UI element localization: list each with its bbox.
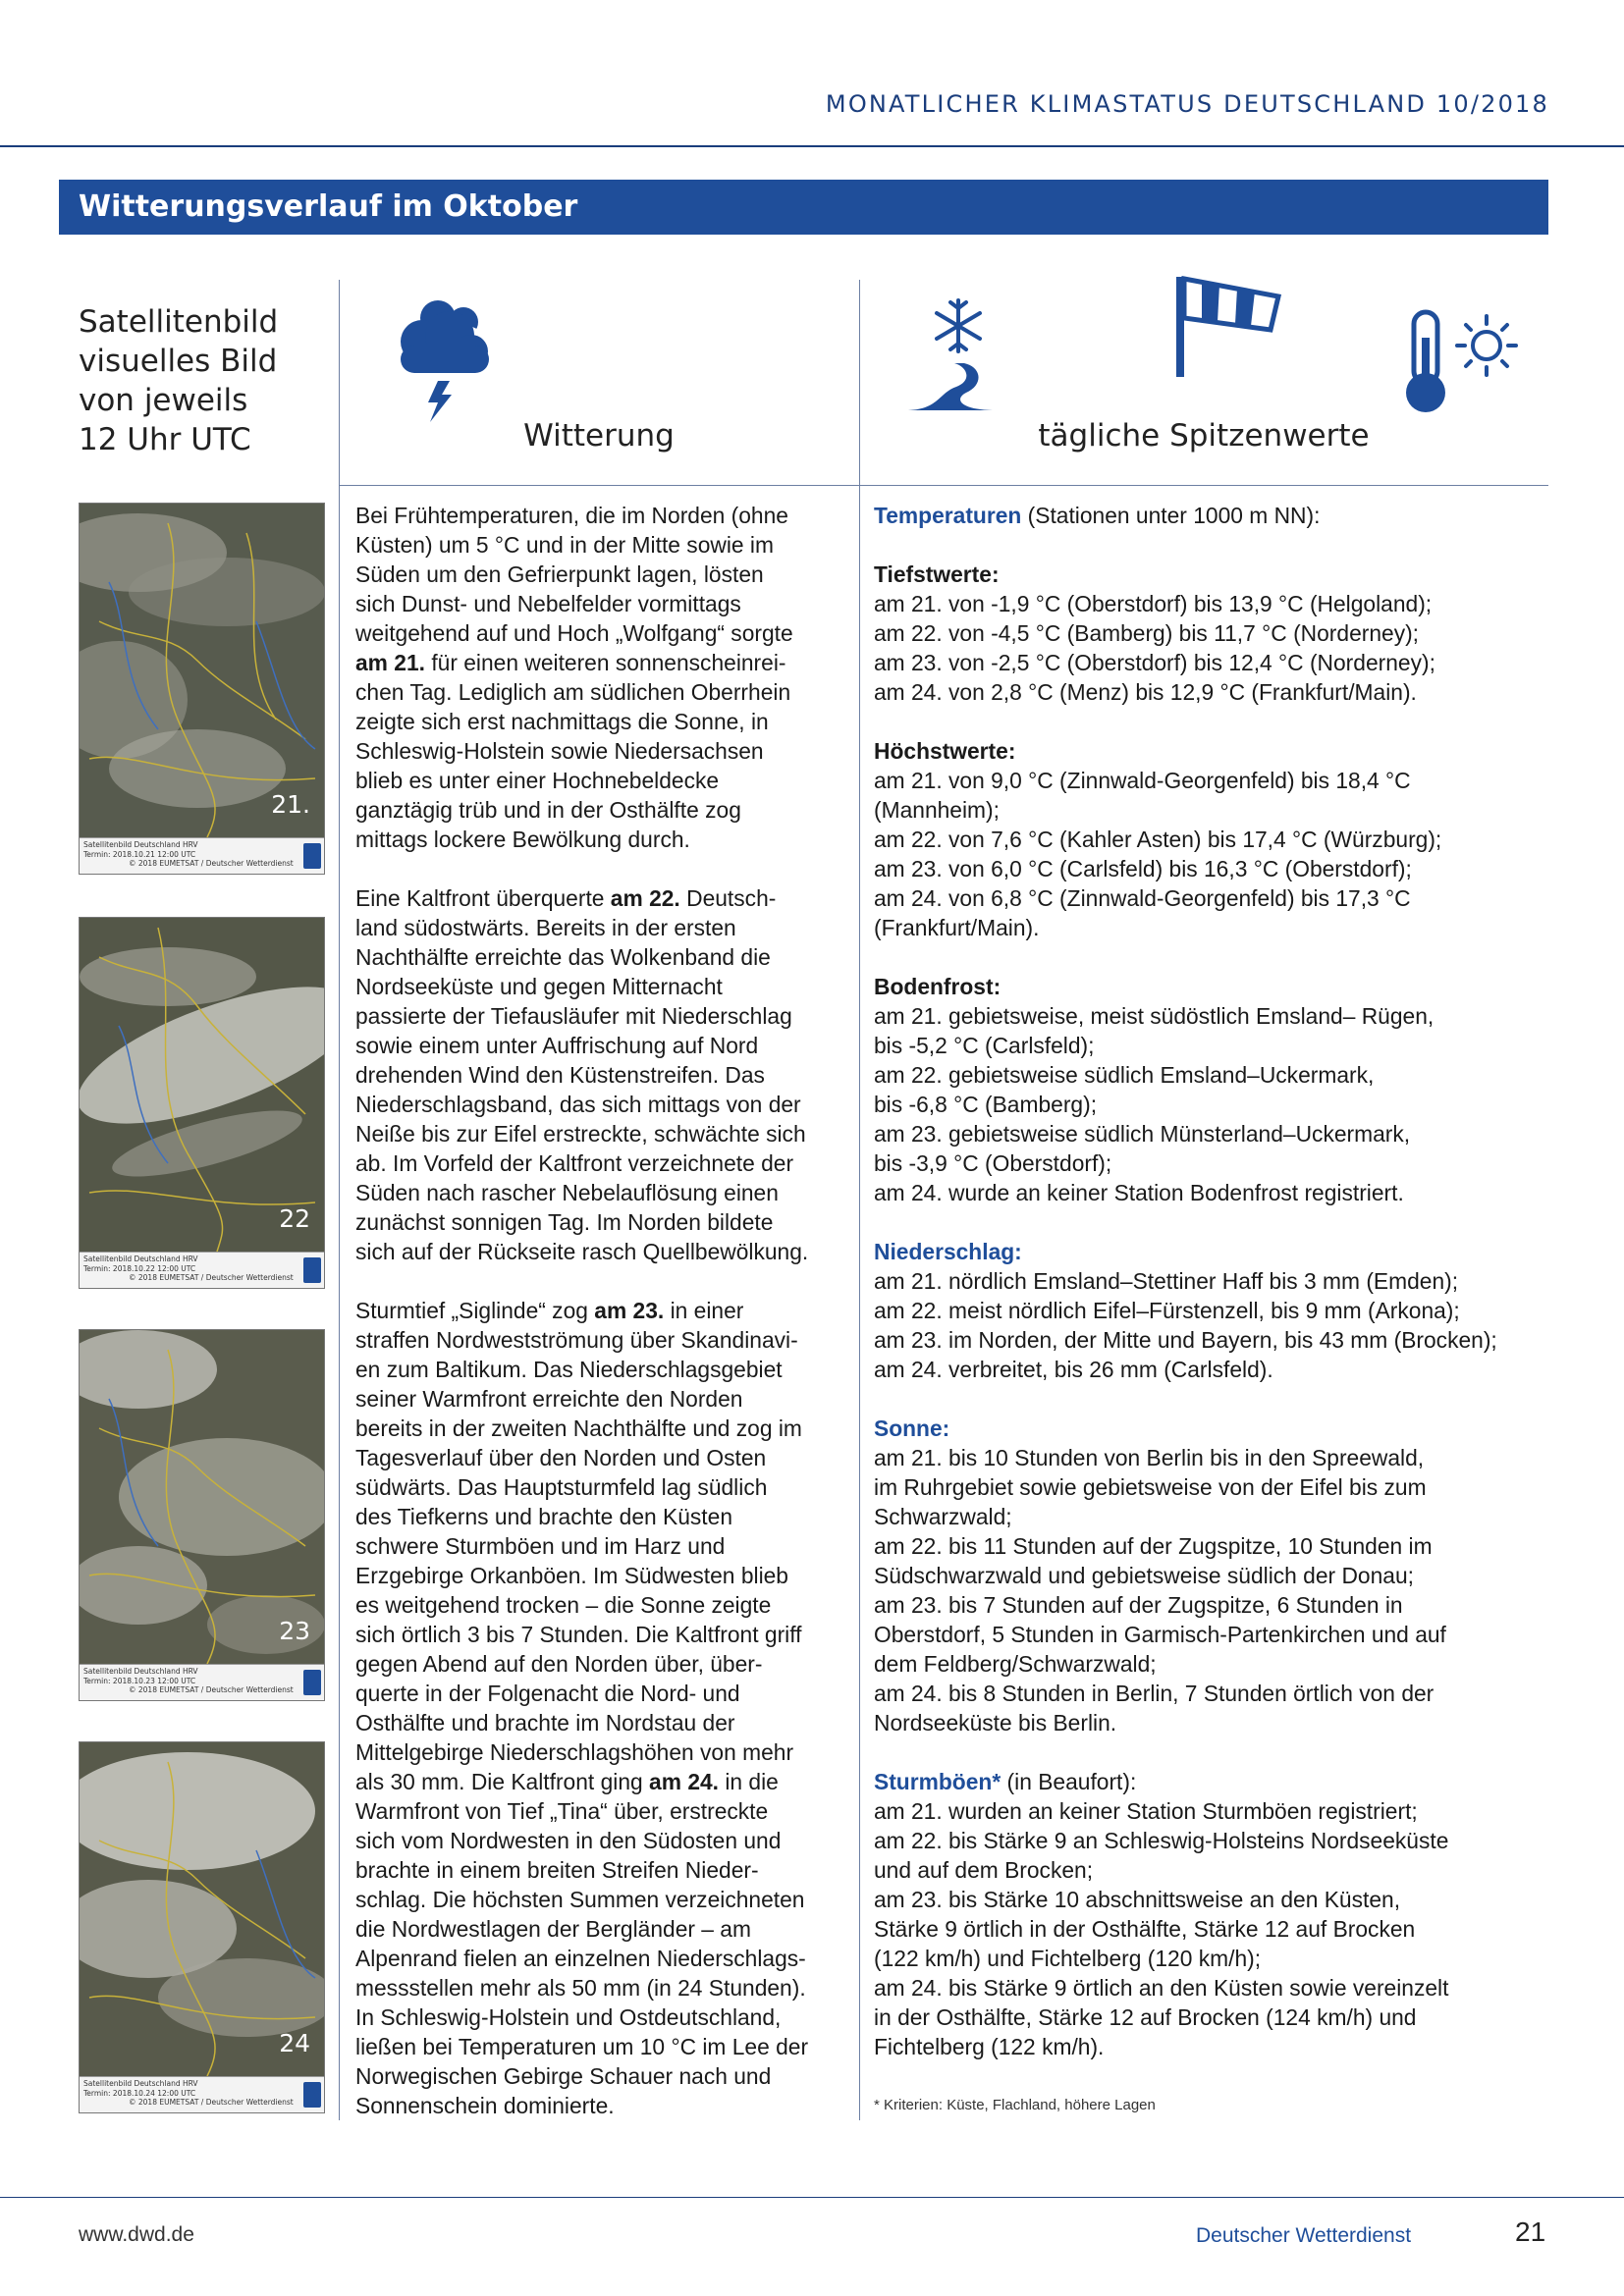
section-title: Witterungsverlauf im Oktober <box>59 180 1548 235</box>
text-line: am 23. von 6,0 °C (Carlsfeld) bis 16,3 °C (Oberstdorf); <box>874 856 1412 881</box>
text-line: die Nordwestlagen der Bergländer – am <box>355 1916 751 1942</box>
text-line: am 21. wurden an keiner Station Sturmböen registriert; <box>874 1798 1418 1824</box>
dwd-logo-icon <box>303 843 321 869</box>
satellite-footer-line: © 2018 EUMETSAT / Deutscher Wetterdienst <box>129 859 294 868</box>
dwd-logo-icon <box>303 1257 321 1283</box>
text-line: sich Dunst- und Nebelfelder vormittags <box>355 591 741 616</box>
witterung-heading: Witterung <box>523 418 675 454</box>
satellite-day-label: 24 <box>279 2029 310 2057</box>
text-line: ließen bei Temperaturen um 10 °C im Lee der <box>355 2034 809 2059</box>
satellite-footer-line: © 2018 EUMETSAT / Deutscher Wetterdienst <box>129 1685 294 1694</box>
subheading-sonne <box>874 1414 1542 1443</box>
text-line: sowie einem unter Auffrischung auf Nord <box>355 1033 759 1058</box>
text-line: am 22. bis Stärke 9 an Schleswig-Holsteins Nordseeküste <box>874 1828 1449 1853</box>
text-line <box>355 648 846 677</box>
subheading-text: Tiefstwerte: <box>874 561 1000 587</box>
satellite-footer-line: Termin: 2018.10.23 12:00 UTC <box>83 1676 196 1685</box>
text-line: am 24. verbreitet, bis 26 mm (Carlsfeld). <box>874 1357 1273 1382</box>
text-line: am 24. wurde an keiner Station Bodenfrost registriert. <box>874 1180 1404 1205</box>
criteria-footnote: * Kriterien: Küste, Flachland, höhere Lagen <box>874 2097 1156 2113</box>
page-number: 21 <box>1515 2216 1546 2247</box>
text-line: am 23. im Norden, der Mitte und Bayern, bis 43 mm (Brocken); <box>874 1327 1497 1353</box>
thermometer-sun-icon <box>1400 308 1524 416</box>
satellite-footer-line: Satellitenbild Deutschland HRV <box>83 1667 198 1676</box>
subheading-text: Bodenfrost: <box>874 974 1001 999</box>
text-line: dem Feldberg/Schwarzwald; <box>874 1651 1157 1677</box>
text-line: bis -6,8 °C (Bamberg); <box>874 1092 1098 1117</box>
subheading-tiefstwerte <box>874 560 1542 589</box>
satellite-footer-line: Satellitenbild Deutschland HRV <box>83 840 198 849</box>
text-line <box>355 1296 846 1325</box>
text-line <box>355 883 846 913</box>
text-fragment: als 30 mm. Die Kaltfront ging <box>355 1769 650 1794</box>
text-line: am 21. bis 10 Stunden von Berlin bis in den Spreewald, <box>874 1445 1425 1470</box>
satellite-footer-line: Termin: 2018.10.21 12:00 UTC <box>83 849 196 859</box>
subheading-niederschlag <box>874 1237 1542 1266</box>
text-line: südwärts. Das Hauptsturmfeld lag südlich <box>355 1474 768 1500</box>
subheading-hoechstwerte <box>874 736 1542 766</box>
text-line: schlag. Die höchsten Summen verzeichneten <box>355 1887 805 1912</box>
text-line: Südschwarzwald und gebietsweise südlich der Donau; <box>874 1563 1414 1588</box>
satellite-image-24 <box>79 1741 325 2113</box>
text-line <box>874 1767 1542 1796</box>
text-fragment: (Stationen unter 1000 m NN): <box>1021 503 1321 528</box>
text-line: gegen Abend auf den Norden über, über- <box>355 1651 763 1677</box>
text-line: Nordseeküste bis Berlin. <box>874 1710 1117 1735</box>
satellite-footer <box>80 1252 324 1288</box>
text-line: in der Osthälfte, Stärke 12 auf Brocken (124 km/h) und <box>874 2004 1417 2030</box>
thundercloud-icon <box>389 291 495 424</box>
text-line: mittags lockere Bewölkung durch. <box>355 827 690 852</box>
text-fragment: Eine Kaltfront überquerte <box>355 885 611 911</box>
text-line <box>355 1767 846 1796</box>
text-line: weitgehend auf und Hoch „Wolfgang“ sorgte <box>355 620 793 646</box>
text-line: drehenden Wind den Küstenstreifen. Das <box>355 1062 765 1088</box>
subheading-text: Höchstwerte: <box>874 738 1016 764</box>
text-line: Tagesverlauf über den Norden und Osten <box>355 1445 767 1470</box>
date-highlight: am 21. <box>355 650 425 675</box>
satellite-footer <box>80 2076 324 2112</box>
website-link[interactable]: www.dwd.de <box>79 2223 194 2246</box>
text-line: Alpenrand fielen an einzelnen Niederschlags- <box>355 1946 806 1971</box>
subheading-text: Sturmböen* <box>874 1769 1001 1794</box>
text-line: am 23. bis 7 Stunden auf der Zugspitze, 6 Stunden in <box>874 1592 1403 1618</box>
text-line: am 24. bis Stärke 9 örtlich an den Küsten sowie vereinzelt <box>874 1975 1449 2001</box>
text-line: (122 km/h) und Fichtelberg (120 km/h); <box>874 1946 1262 1971</box>
witterung-text <box>355 501 846 2150</box>
dwd-logo-icon <box>303 1670 321 1695</box>
snowflake-road-icon <box>899 296 1015 416</box>
text-line: am 23. von -2,5 °C (Oberstdorf) bis 12,4 °C (Norderney); <box>874 650 1435 675</box>
text-line: Oberstdorf, 5 Stunden in Garmisch-Partenkirchen und auf <box>874 1622 1446 1647</box>
dwd-logo-icon <box>303 2082 321 2108</box>
text-line: Neiße bis zur Eifel erstreckte, schwächte sich <box>355 1121 806 1147</box>
text-line: In Schleswig-Holstein und Ostdeutschland, <box>355 2004 782 2030</box>
column-divider-1 <box>339 280 340 2120</box>
satellite-footer-line: © 2018 EUMETSAT / Deutscher Wetterdienst <box>129 1273 294 1282</box>
text-line: am 24. von 2,8 °C (Menz) bis 12,9 °C (Frankfurt/Main). <box>874 679 1417 705</box>
text-fragment: in einer <box>664 1298 744 1323</box>
text-line: seiner Warmfront erreichte den Norden <box>355 1386 743 1412</box>
satellite-footer-line: Termin: 2018.10.22 12:00 UTC <box>83 1263 196 1273</box>
date-highlight: am 24. <box>649 1769 720 1794</box>
report-title: MONATLICHER KLIMASTATUS DEUTSCHLAND 10/2018 <box>825 90 1549 118</box>
text-line: Süden um den Gefrierpunkt lagen, lösten <box>355 561 764 587</box>
text-line: blieb es unter einer Hochnebeldecke <box>355 768 720 793</box>
text-line: und auf dem Brocken; <box>874 1857 1094 1883</box>
text-line: am 22. von -4,5 °C (Bamberg) bis 11,7 °C (Norderney); <box>874 620 1420 646</box>
text-line: Fichtelberg (122 km/h). <box>874 2034 1105 2059</box>
paragraph-23-24 <box>355 1296 846 2120</box>
text-line: am 22. bis 11 Stunden auf der Zugspitze, 10 Stunden im <box>874 1533 1433 1559</box>
text-line: Schwarzwald; <box>874 1504 1012 1529</box>
satellite-caption-line: 12 Uhr UTC <box>79 422 251 457</box>
footer-rule <box>0 2197 1624 2198</box>
satellite-day-label: 23 <box>279 1617 310 1645</box>
text-line: Süden nach rascher Nebelauflösung einen <box>355 1180 779 1205</box>
text-line: bis -3,9 °C (Oberstdorf); <box>874 1150 1112 1176</box>
text-line: Norwegischen Gebirge Schauer nach und <box>355 2063 772 2089</box>
text-line: Mittelgebirge Niederschlagshöhen von mehr <box>355 1739 794 1765</box>
text-line: am 24. von 6,8 °C (Zinnwald-Georgenfeld) bis 17,3 °C <box>874 885 1411 911</box>
text-line: am 22. gebietsweise südlich Emsland–Uckermark, <box>874 1062 1375 1088</box>
text-fragment: (in Beaufort): <box>1001 1769 1137 1794</box>
text-line: land südostwärts. Bereits in der ersten <box>355 915 736 940</box>
text-line: im Ruhrgebiet sowie gebietsweise von der Eifel bis zum <box>874 1474 1427 1500</box>
satellite-day-label: 22 <box>279 1204 310 1233</box>
text-line: am 21. von -1,9 °C (Oberstdorf) bis 13,9 °C (Helgoland); <box>874 591 1433 616</box>
satellite-footer-line: © 2018 EUMETSAT / Deutscher Wetterdienst <box>129 2098 294 2107</box>
satellite-footer <box>80 837 324 874</box>
text-fragment: Deutsch- <box>679 885 777 911</box>
text-line: Nachthälfte erreichte das Wolkenband die <box>355 944 771 970</box>
subheading-bodenfrost <box>874 972 1542 1001</box>
satellite-footer-line: Satellitenbild Deutschland HRV <box>83 2079 198 2088</box>
text-fragment: in die <box>719 1769 779 1794</box>
text-line: Nordseeküste und gegen Mitternacht <box>355 974 723 999</box>
column-divider-2 <box>859 280 860 2120</box>
subheading-text: Sonne: <box>874 1415 950 1441</box>
satellite-caption-line: von jeweils <box>79 383 248 418</box>
text-line: querte in der Folgenacht die Nord- und <box>355 1681 740 1706</box>
text-line: straffen Nordwestströmung über Skandinavi- <box>355 1327 798 1353</box>
text-line: am 21. von 9,0 °C (Zinnwald-Georgenfeld) bis 18,4 °C <box>874 768 1411 793</box>
text-line <box>874 501 1542 530</box>
text-fragment: Sturmtief „Siglinde“ zog <box>355 1298 595 1323</box>
subheading-text: Niederschlag: <box>874 1239 1022 1264</box>
text-line: bis -5,2 °C (Carlsfeld); <box>874 1033 1095 1058</box>
text-line: am 22. von 7,6 °C (Kahler Asten) bis 17,4 °C (Würzburg); <box>874 827 1442 852</box>
text-line: Sonnenschein dominierte. <box>355 2093 615 2118</box>
text-line: Schleswig-Holstein sowie Niedersachsen <box>355 738 764 764</box>
text-line: am 23. bis Stärke 10 abschnittsweise an den Küsten, <box>874 1887 1401 1912</box>
text-line: en zum Baltikum. Das Niederschlagsgebiet <box>355 1357 783 1382</box>
text-line: chen Tag. Lediglich am südlichen Oberrhein <box>355 679 791 705</box>
paragraph-21 <box>355 501 846 854</box>
text-line: am 23. gebietsweise südlich Münsterland–Uckermark, <box>874 1121 1411 1147</box>
spitzenwerte-heading: tägliche Spitzenwerte <box>1038 418 1370 454</box>
satellite-footer-line: Termin: 2018.10.24 12:00 UTC <box>83 2088 196 2098</box>
temperature-heading: Temperaturen <box>874 503 1022 528</box>
text-line: es weitgehend trocken – die Sonne zeigte <box>355 1592 772 1618</box>
organization-name: Deutscher Wetterdienst <box>1196 2224 1412 2247</box>
satellite-footer <box>80 1664 324 1700</box>
text-line: messstellen mehr als 50 mm (in 24 Stunden). <box>355 1975 806 2001</box>
header-divider <box>339 485 1548 486</box>
satellite-day-label: 21. <box>271 790 310 819</box>
satellite-caption-line: visuelles Bild <box>79 344 278 379</box>
text-line: bereits in der zweiten Nachthälfte und zog im <box>355 1415 802 1441</box>
satellite-image-21 <box>79 503 325 875</box>
windsock-icon <box>1172 273 1286 377</box>
text-line: passierte der Tiefausläufer mit Niederschlag <box>355 1003 792 1029</box>
text-line: Bei Frühtemperaturen, die im Norden (ohne <box>355 503 788 528</box>
date-highlight: am 23. <box>594 1298 665 1323</box>
satellite-image-23 <box>79 1329 325 1701</box>
text-line: Küsten) um 5 °C und in der Mitte sowie im <box>355 532 774 558</box>
text-line: Warmfront von Tief „Tina“ über, erstreckte <box>355 1798 769 1824</box>
paragraph-22 <box>355 883 846 1266</box>
satellite-footer-line: Satellitenbild Deutschland HRV <box>83 1255 198 1263</box>
text-fragment: für einen weiteren sonnenscheinrei- <box>424 650 786 675</box>
text-line: Stärke 9 örtlich in der Osthälfte, Stärke 12 auf Brocken <box>874 1916 1416 1942</box>
text-line: ganztägig trüb und in der Osthälfte zog <box>355 797 741 823</box>
text-line: am 21. gebietsweise, meist südöstlich Emsland– Rügen, <box>874 1003 1435 1029</box>
spitzenwerte-text <box>874 501 1542 2061</box>
satellite-image-22 <box>79 917 325 1289</box>
text-line: Erzgebirge Orkanböen. Im Südwesten blieb <box>355 1563 788 1588</box>
text-line: schwere Sturmböen und im Harz und <box>355 1533 726 1559</box>
text-line: sich örtlich 3 bis 7 Stunden. Die Kaltfront griff <box>355 1622 802 1647</box>
date-highlight: am 22. <box>610 885 680 911</box>
text-line: zeigte sich erst nachmittags die Sonne, in <box>355 709 769 734</box>
text-line: ab. Im Vorfeld der Kaltfront verzeichnete der <box>355 1150 794 1176</box>
text-line: Osthälfte und brachte im Nordstau der <box>355 1710 735 1735</box>
text-line: am 24. bis 8 Stunden in Berlin, 7 Stunden örtlich von der <box>874 1681 1435 1706</box>
text-line: Niederschlagsband, das sich mittags von der <box>355 1092 801 1117</box>
satellite-caption-line: Satellitenbild <box>79 304 279 340</box>
text-line: (Mannheim); <box>874 797 1000 823</box>
text-line: sich vom Nordwesten in den Südosten und <box>355 1828 782 1853</box>
satellite-caption <box>79 302 278 459</box>
header-rule <box>0 145 1624 147</box>
text-line: des Tiefkerns und brachte den Küsten <box>355 1504 732 1529</box>
text-line: sich auf der Rückseite rasch Quellbewölkung. <box>355 1239 809 1264</box>
text-line: brachte in einem breiten Streifen Nieder- <box>355 1857 759 1883</box>
text-line: am 22. meist nördlich Eifel–Fürstenzell, bis 9 mm (Arkona); <box>874 1298 1460 1323</box>
text-line: zunächst sonnigen Tag. Im Norden bildete <box>355 1209 774 1235</box>
text-line: am 21. nördlich Emsland–Stettiner Haff bis 3 mm (Emden); <box>874 1268 1459 1294</box>
text-line: (Frankfurt/Main). <box>874 915 1040 940</box>
